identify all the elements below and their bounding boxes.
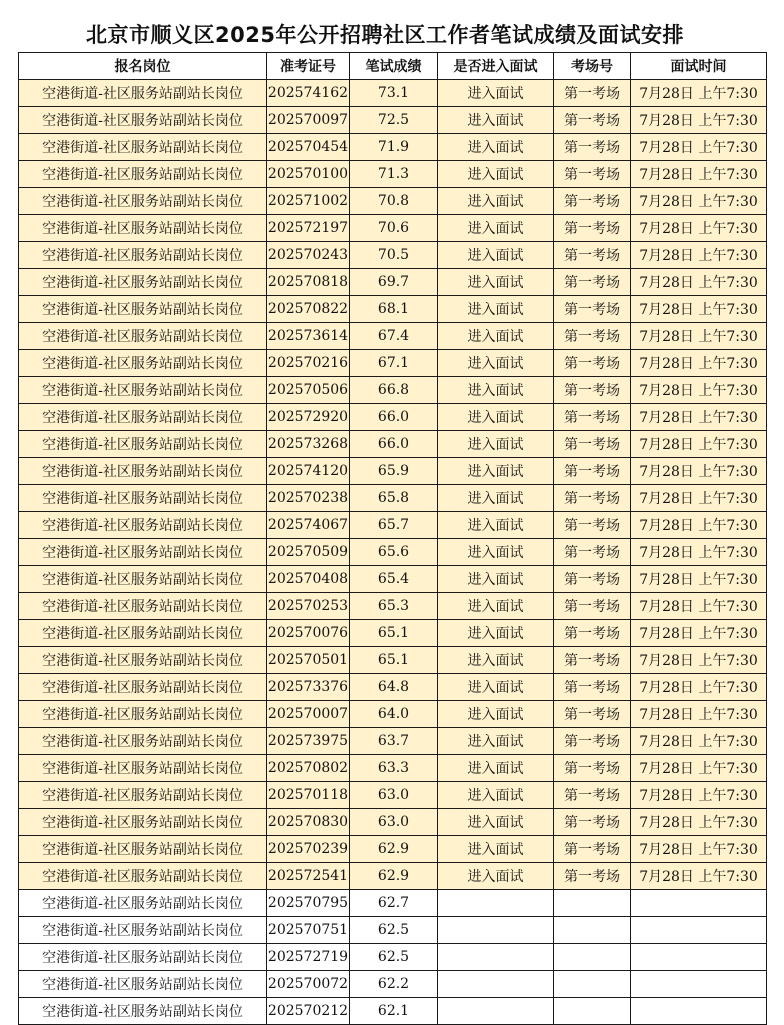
exam-room-cell: 第一考场 bbox=[554, 647, 631, 674]
header-exam-id: 准考证号 bbox=[267, 53, 350, 80]
table-row bbox=[19, 107, 767, 134]
interview-status-cell: 进入面试 bbox=[438, 350, 554, 377]
written-score-cell: 69.7 bbox=[350, 269, 438, 296]
exam-room-cell: 第一考场 bbox=[554, 674, 631, 701]
interview-status-cell: 进入面试 bbox=[438, 512, 554, 539]
exam-id-cell: 202570238 bbox=[267, 485, 350, 512]
position-cell: 空港街道-社区服务站副站长岗位 bbox=[19, 296, 267, 323]
table-row bbox=[19, 647, 767, 674]
interview-time-cell: 7月28日 上午7:30 bbox=[631, 782, 767, 809]
exam-room-cell: 第一考场 bbox=[554, 431, 631, 458]
interview-status-cell bbox=[438, 971, 554, 998]
exam-id-cell: 202570802 bbox=[267, 755, 350, 782]
exam-id-cell: 202570818 bbox=[267, 269, 350, 296]
position-cell: 空港街道-社区服务站副站长岗位 bbox=[19, 188, 267, 215]
written-score-cell: 73.1 bbox=[350, 80, 438, 107]
interview-status-cell: 进入面试 bbox=[438, 80, 554, 107]
table-row bbox=[19, 782, 767, 809]
position-cell: 空港街道-社区服务站副站长岗位 bbox=[19, 80, 267, 107]
exam-id-cell: 202570100 bbox=[267, 161, 350, 188]
exam-id-cell: 202570830 bbox=[267, 809, 350, 836]
table-row bbox=[19, 404, 767, 431]
exam-id-cell: 202570216 bbox=[267, 350, 350, 377]
exam-id-cell: 202570072 bbox=[267, 971, 350, 998]
table-row bbox=[19, 836, 767, 863]
position-cell: 空港街道-社区服务站副站长岗位 bbox=[19, 377, 267, 404]
interview-status-cell: 进入面试 bbox=[438, 539, 554, 566]
interview-status-cell: 进入面试 bbox=[438, 134, 554, 161]
written-score-cell: 64.0 bbox=[350, 701, 438, 728]
interview-time-cell: 7月28日 上午7:30 bbox=[631, 161, 767, 188]
position-cell: 空港街道-社区服务站副站长岗位 bbox=[19, 161, 267, 188]
interview-time-cell: 7月28日 上午7:30 bbox=[631, 107, 767, 134]
header-interview-status: 是否进入面试 bbox=[438, 53, 554, 80]
exam-id-cell: 202572541 bbox=[267, 863, 350, 890]
table-body bbox=[19, 80, 767, 1025]
interview-time-cell: 7月28日 上午7:30 bbox=[631, 701, 767, 728]
exam-room-cell: 第一考场 bbox=[554, 755, 631, 782]
written-score-cell: 70.8 bbox=[350, 188, 438, 215]
interview-status-cell: 进入面试 bbox=[438, 377, 554, 404]
interview-status-cell: 进入面试 bbox=[438, 782, 554, 809]
interview-time-cell bbox=[631, 971, 767, 998]
exam-room-cell bbox=[554, 917, 631, 944]
exam-room-cell: 第一考场 bbox=[554, 701, 631, 728]
interview-status-cell bbox=[438, 998, 554, 1025]
exam-room-cell: 第一考场 bbox=[554, 458, 631, 485]
exam-id-cell: 202570239 bbox=[267, 836, 350, 863]
table-row bbox=[19, 674, 767, 701]
exam-id-cell: 202570751 bbox=[267, 917, 350, 944]
exam-room-cell: 第一考场 bbox=[554, 728, 631, 755]
interview-status-cell: 进入面试 bbox=[438, 323, 554, 350]
written-score-cell: 65.9 bbox=[350, 458, 438, 485]
table-row bbox=[19, 296, 767, 323]
position-cell: 空港街道-社区服务站副站长岗位 bbox=[19, 458, 267, 485]
interview-time-cell: 7月28日 上午7:30 bbox=[631, 188, 767, 215]
exam-id-cell: 202570795 bbox=[267, 890, 350, 917]
position-cell: 空港街道-社区服务站副站长岗位 bbox=[19, 836, 267, 863]
table-row bbox=[19, 215, 767, 242]
exam-id-cell: 202572920 bbox=[267, 404, 350, 431]
exam-room-cell: 第一考场 bbox=[554, 242, 631, 269]
interview-time-cell: 7月28日 上午7:30 bbox=[631, 431, 767, 458]
interview-status-cell: 进入面试 bbox=[438, 620, 554, 647]
interview-status-cell bbox=[438, 944, 554, 971]
position-cell: 空港街道-社区服务站副站长岗位 bbox=[19, 998, 267, 1025]
written-score-cell: 67.1 bbox=[350, 350, 438, 377]
exam-room-cell: 第一考场 bbox=[554, 134, 631, 161]
table-row bbox=[19, 944, 767, 971]
written-score-cell: 65.6 bbox=[350, 539, 438, 566]
interview-time-cell: 7月28日 上午7:30 bbox=[631, 350, 767, 377]
table-row bbox=[19, 917, 767, 944]
header-exam-room: 考场号 bbox=[554, 53, 631, 80]
exam-room-cell: 第一考场 bbox=[554, 566, 631, 593]
position-cell: 空港街道-社区服务站副站长岗位 bbox=[19, 566, 267, 593]
written-score-cell: 62.5 bbox=[350, 944, 438, 971]
written-score-cell: 67.4 bbox=[350, 323, 438, 350]
exam-room-cell: 第一考场 bbox=[554, 323, 631, 350]
table-row bbox=[19, 620, 767, 647]
exam-id-cell: 202570509 bbox=[267, 539, 350, 566]
position-cell: 空港街道-社区服务站副站长岗位 bbox=[19, 809, 267, 836]
interview-time-cell: 7月28日 上午7:30 bbox=[631, 512, 767, 539]
exam-id-cell: 202570118 bbox=[267, 782, 350, 809]
interview-time-cell bbox=[631, 917, 767, 944]
written-score-cell: 66.0 bbox=[350, 431, 438, 458]
exam-room-cell: 第一考场 bbox=[554, 215, 631, 242]
position-cell: 空港街道-社区服务站副站长岗位 bbox=[19, 242, 267, 269]
interview-time-cell: 7月28日 上午7:30 bbox=[631, 593, 767, 620]
written-score-cell: 62.9 bbox=[350, 863, 438, 890]
written-score-cell: 72.5 bbox=[350, 107, 438, 134]
header-position: 报名岗位 bbox=[19, 53, 267, 80]
exam-id-cell: 202570501 bbox=[267, 647, 350, 674]
exam-room-cell: 第一考场 bbox=[554, 188, 631, 215]
table-row bbox=[19, 242, 767, 269]
interview-time-cell: 7月28日 上午7:30 bbox=[631, 215, 767, 242]
interview-status-cell: 进入面试 bbox=[438, 593, 554, 620]
written-score-cell: 65.4 bbox=[350, 566, 438, 593]
table-row bbox=[19, 377, 767, 404]
interview-time-cell: 7月28日 上午7:30 bbox=[631, 728, 767, 755]
interview-time-cell: 7月28日 上午7:30 bbox=[631, 539, 767, 566]
exam-room-cell bbox=[554, 890, 631, 917]
header-written-score: 笔试成绩 bbox=[350, 53, 438, 80]
exam-room-cell: 第一考场 bbox=[554, 296, 631, 323]
position-cell: 空港街道-社区服务站副站长岗位 bbox=[19, 593, 267, 620]
exam-room-cell: 第一考场 bbox=[554, 107, 631, 134]
written-score-cell: 65.1 bbox=[350, 647, 438, 674]
exam-id-cell: 202574120 bbox=[267, 458, 350, 485]
position-cell: 空港街道-社区服务站副站长岗位 bbox=[19, 350, 267, 377]
table-row bbox=[19, 323, 767, 350]
position-cell: 空港街道-社区服务站副站长岗位 bbox=[19, 215, 267, 242]
interview-status-cell bbox=[438, 917, 554, 944]
table-row bbox=[19, 593, 767, 620]
interview-status-cell: 进入面试 bbox=[438, 755, 554, 782]
written-score-cell: 70.6 bbox=[350, 215, 438, 242]
interview-status-cell: 进入面试 bbox=[438, 701, 554, 728]
interview-time-cell: 7月28日 上午7:30 bbox=[631, 323, 767, 350]
interview-time-cell bbox=[631, 944, 767, 971]
exam-id-cell: 202573614 bbox=[267, 323, 350, 350]
table-row bbox=[19, 566, 767, 593]
position-cell: 空港街道-社区服务站副站长岗位 bbox=[19, 647, 267, 674]
table-row bbox=[19, 539, 767, 566]
position-cell: 空港街道-社区服务站副站长岗位 bbox=[19, 755, 267, 782]
exam-room-cell: 第一考场 bbox=[554, 782, 631, 809]
interview-status-cell: 进入面试 bbox=[438, 404, 554, 431]
exam-id-cell: 202570253 bbox=[267, 593, 350, 620]
position-cell: 空港街道-社区服务站副站长岗位 bbox=[19, 728, 267, 755]
position-cell: 空港街道-社区服务站副站长岗位 bbox=[19, 431, 267, 458]
interview-status-cell: 进入面试 bbox=[438, 215, 554, 242]
position-cell: 空港街道-社区服务站副站长岗位 bbox=[19, 863, 267, 890]
position-cell: 空港街道-社区服务站副站长岗位 bbox=[19, 674, 267, 701]
interview-time-cell: 7月28日 上午7:30 bbox=[631, 755, 767, 782]
written-score-cell: 65.1 bbox=[350, 620, 438, 647]
exam-id-cell: 202570506 bbox=[267, 377, 350, 404]
interview-time-cell: 7月28日 上午7:30 bbox=[631, 377, 767, 404]
written-score-cell: 62.5 bbox=[350, 917, 438, 944]
interview-time-cell: 7月28日 上午7:30 bbox=[631, 269, 767, 296]
interview-status-cell: 进入面试 bbox=[438, 863, 554, 890]
interview-time-cell: 7月28日 上午7:30 bbox=[631, 458, 767, 485]
exam-room-cell: 第一考场 bbox=[554, 863, 631, 890]
interview-status-cell bbox=[438, 890, 554, 917]
written-score-cell: 62.9 bbox=[350, 836, 438, 863]
interview-time-cell: 7月28日 上午7:30 bbox=[631, 134, 767, 161]
page-title: 北京市顺义区2025年公开招聘社区工作者笔试成绩及面试安排 bbox=[86, 23, 684, 47]
interview-status-cell: 进入面试 bbox=[438, 485, 554, 512]
results-table bbox=[18, 52, 767, 1025]
exam-room-cell: 第一考场 bbox=[554, 80, 631, 107]
written-score-cell: 68.1 bbox=[350, 296, 438, 323]
written-score-cell: 65.7 bbox=[350, 512, 438, 539]
interview-time-cell: 7月28日 上午7:30 bbox=[631, 809, 767, 836]
exam-id-cell: 202573268 bbox=[267, 431, 350, 458]
interview-time-cell: 7月28日 上午7:30 bbox=[631, 566, 767, 593]
interview-time-cell: 7月28日 上午7:30 bbox=[631, 836, 767, 863]
interview-time-cell: 7月28日 上午7:30 bbox=[631, 242, 767, 269]
header-interview-time: 面试时间 bbox=[631, 53, 767, 80]
position-cell: 空港街道-社区服务站副站长岗位 bbox=[19, 269, 267, 296]
exam-id-cell: 202573376 bbox=[267, 674, 350, 701]
exam-id-cell: 202570243 bbox=[267, 242, 350, 269]
interview-time-cell: 7月28日 上午7:30 bbox=[631, 80, 767, 107]
table-row bbox=[19, 890, 767, 917]
interview-status-cell: 进入面试 bbox=[438, 728, 554, 755]
table-row bbox=[19, 80, 767, 107]
exam-room-cell: 第一考场 bbox=[554, 161, 631, 188]
table-row bbox=[19, 809, 767, 836]
table-header-row bbox=[19, 53, 767, 80]
interview-status-cell: 进入面试 bbox=[438, 809, 554, 836]
interview-status-cell: 进入面试 bbox=[438, 188, 554, 215]
exam-id-cell: 202572197 bbox=[267, 215, 350, 242]
table-row bbox=[19, 971, 767, 998]
interview-status-cell: 进入面试 bbox=[438, 161, 554, 188]
interview-time-cell: 7月28日 上午7:30 bbox=[631, 296, 767, 323]
exam-id-cell: 202570408 bbox=[267, 566, 350, 593]
table-row bbox=[19, 755, 767, 782]
written-score-cell: 63.7 bbox=[350, 728, 438, 755]
exam-id-cell: 202570076 bbox=[267, 620, 350, 647]
written-score-cell: 62.7 bbox=[350, 890, 438, 917]
interview-status-cell: 进入面试 bbox=[438, 296, 554, 323]
position-cell: 空港街道-社区服务站副站长岗位 bbox=[19, 485, 267, 512]
interview-time-cell bbox=[631, 890, 767, 917]
written-score-cell: 63.3 bbox=[350, 755, 438, 782]
table-row bbox=[19, 998, 767, 1025]
written-score-cell: 65.8 bbox=[350, 485, 438, 512]
interview-status-cell: 进入面试 bbox=[438, 107, 554, 134]
written-score-cell: 64.8 bbox=[350, 674, 438, 701]
exam-id-cell: 202574067 bbox=[267, 512, 350, 539]
exam-id-cell: 202570822 bbox=[267, 296, 350, 323]
position-cell: 空港街道-社区服务站副站长岗位 bbox=[19, 890, 267, 917]
interview-time-cell: 7月28日 上午7:30 bbox=[631, 404, 767, 431]
position-cell: 空港街道-社区服务站副站长岗位 bbox=[19, 134, 267, 161]
exam-room-cell bbox=[554, 998, 631, 1025]
interview-status-cell: 进入面试 bbox=[438, 836, 554, 863]
written-score-cell: 63.0 bbox=[350, 809, 438, 836]
table-row bbox=[19, 161, 767, 188]
table-row bbox=[19, 431, 767, 458]
interview-time-cell: 7月28日 上午7:30 bbox=[631, 674, 767, 701]
position-cell: 空港街道-社区服务站副站长岗位 bbox=[19, 620, 267, 647]
position-cell: 空港街道-社区服务站副站长岗位 bbox=[19, 917, 267, 944]
exam-room-cell: 第一考场 bbox=[554, 809, 631, 836]
exam-room-cell: 第一考场 bbox=[554, 269, 631, 296]
table-row bbox=[19, 188, 767, 215]
interview-time-cell: 7月28日 上午7:30 bbox=[631, 620, 767, 647]
position-cell: 空港街道-社区服务站副站长岗位 bbox=[19, 701, 267, 728]
written-score-cell: 70.5 bbox=[350, 242, 438, 269]
exam-id-cell: 202573975 bbox=[267, 728, 350, 755]
table-row bbox=[19, 134, 767, 161]
exam-room-cell: 第一考场 bbox=[554, 836, 631, 863]
interview-status-cell: 进入面试 bbox=[438, 431, 554, 458]
position-cell: 空港街道-社区服务站副站长岗位 bbox=[19, 971, 267, 998]
table-row bbox=[19, 728, 767, 755]
exam-room-cell: 第一考场 bbox=[554, 539, 631, 566]
written-score-cell: 71.9 bbox=[350, 134, 438, 161]
interview-status-cell: 进入面试 bbox=[438, 674, 554, 701]
interview-time-cell: 7月28日 上午7:30 bbox=[631, 647, 767, 674]
interview-status-cell: 进入面试 bbox=[438, 458, 554, 485]
exam-room-cell: 第一考场 bbox=[554, 404, 631, 431]
interview-time-cell bbox=[631, 998, 767, 1025]
table-row bbox=[19, 485, 767, 512]
position-cell: 空港街道-社区服务站副站长岗位 bbox=[19, 323, 267, 350]
exam-room-cell bbox=[554, 944, 631, 971]
position-cell: 空港街道-社区服务站副站长岗位 bbox=[19, 107, 267, 134]
written-score-cell: 65.3 bbox=[350, 593, 438, 620]
position-cell: 空港街道-社区服务站副站长岗位 bbox=[19, 539, 267, 566]
interview-status-cell: 进入面试 bbox=[438, 647, 554, 674]
exam-room-cell: 第一考场 bbox=[554, 620, 631, 647]
exam-id-cell: 202570454 bbox=[267, 134, 350, 161]
position-cell: 空港街道-社区服务站副站长岗位 bbox=[19, 512, 267, 539]
exam-id-cell: 202571002 bbox=[267, 188, 350, 215]
table-row bbox=[19, 350, 767, 377]
interview-status-cell: 进入面试 bbox=[438, 566, 554, 593]
exam-room-cell: 第一考场 bbox=[554, 377, 631, 404]
written-score-cell: 62.1 bbox=[350, 998, 438, 1025]
position-cell: 空港街道-社区服务站副站长岗位 bbox=[19, 404, 267, 431]
exam-id-cell: 202572719 bbox=[267, 944, 350, 971]
position-cell: 空港街道-社区服务站副站长岗位 bbox=[19, 944, 267, 971]
interview-time-cell: 7月28日 上午7:30 bbox=[631, 485, 767, 512]
exam-id-cell: 202570212 bbox=[267, 998, 350, 1025]
written-score-cell: 62.2 bbox=[350, 971, 438, 998]
position-cell: 空港街道-社区服务站副站长岗位 bbox=[19, 782, 267, 809]
table-row bbox=[19, 269, 767, 296]
interview-status-cell: 进入面试 bbox=[438, 242, 554, 269]
exam-room-cell bbox=[554, 971, 631, 998]
interview-time-cell: 7月28日 上午7:30 bbox=[631, 863, 767, 890]
exam-id-cell: 202570007 bbox=[267, 701, 350, 728]
table-row bbox=[19, 458, 767, 485]
table-row bbox=[19, 863, 767, 890]
written-score-cell: 66.0 bbox=[350, 404, 438, 431]
exam-room-cell: 第一考场 bbox=[554, 512, 631, 539]
table-row bbox=[19, 701, 767, 728]
interview-status-cell: 进入面试 bbox=[438, 269, 554, 296]
exam-room-cell: 第一考场 bbox=[554, 593, 631, 620]
written-score-cell: 63.0 bbox=[350, 782, 438, 809]
written-score-cell: 71.3 bbox=[350, 161, 438, 188]
exam-room-cell: 第一考场 bbox=[554, 485, 631, 512]
exam-room-cell: 第一考场 bbox=[554, 350, 631, 377]
exam-id-cell: 202574162 bbox=[267, 80, 350, 107]
written-score-cell: 66.8 bbox=[350, 377, 438, 404]
table-row bbox=[19, 512, 767, 539]
exam-id-cell: 202570097 bbox=[267, 107, 350, 134]
